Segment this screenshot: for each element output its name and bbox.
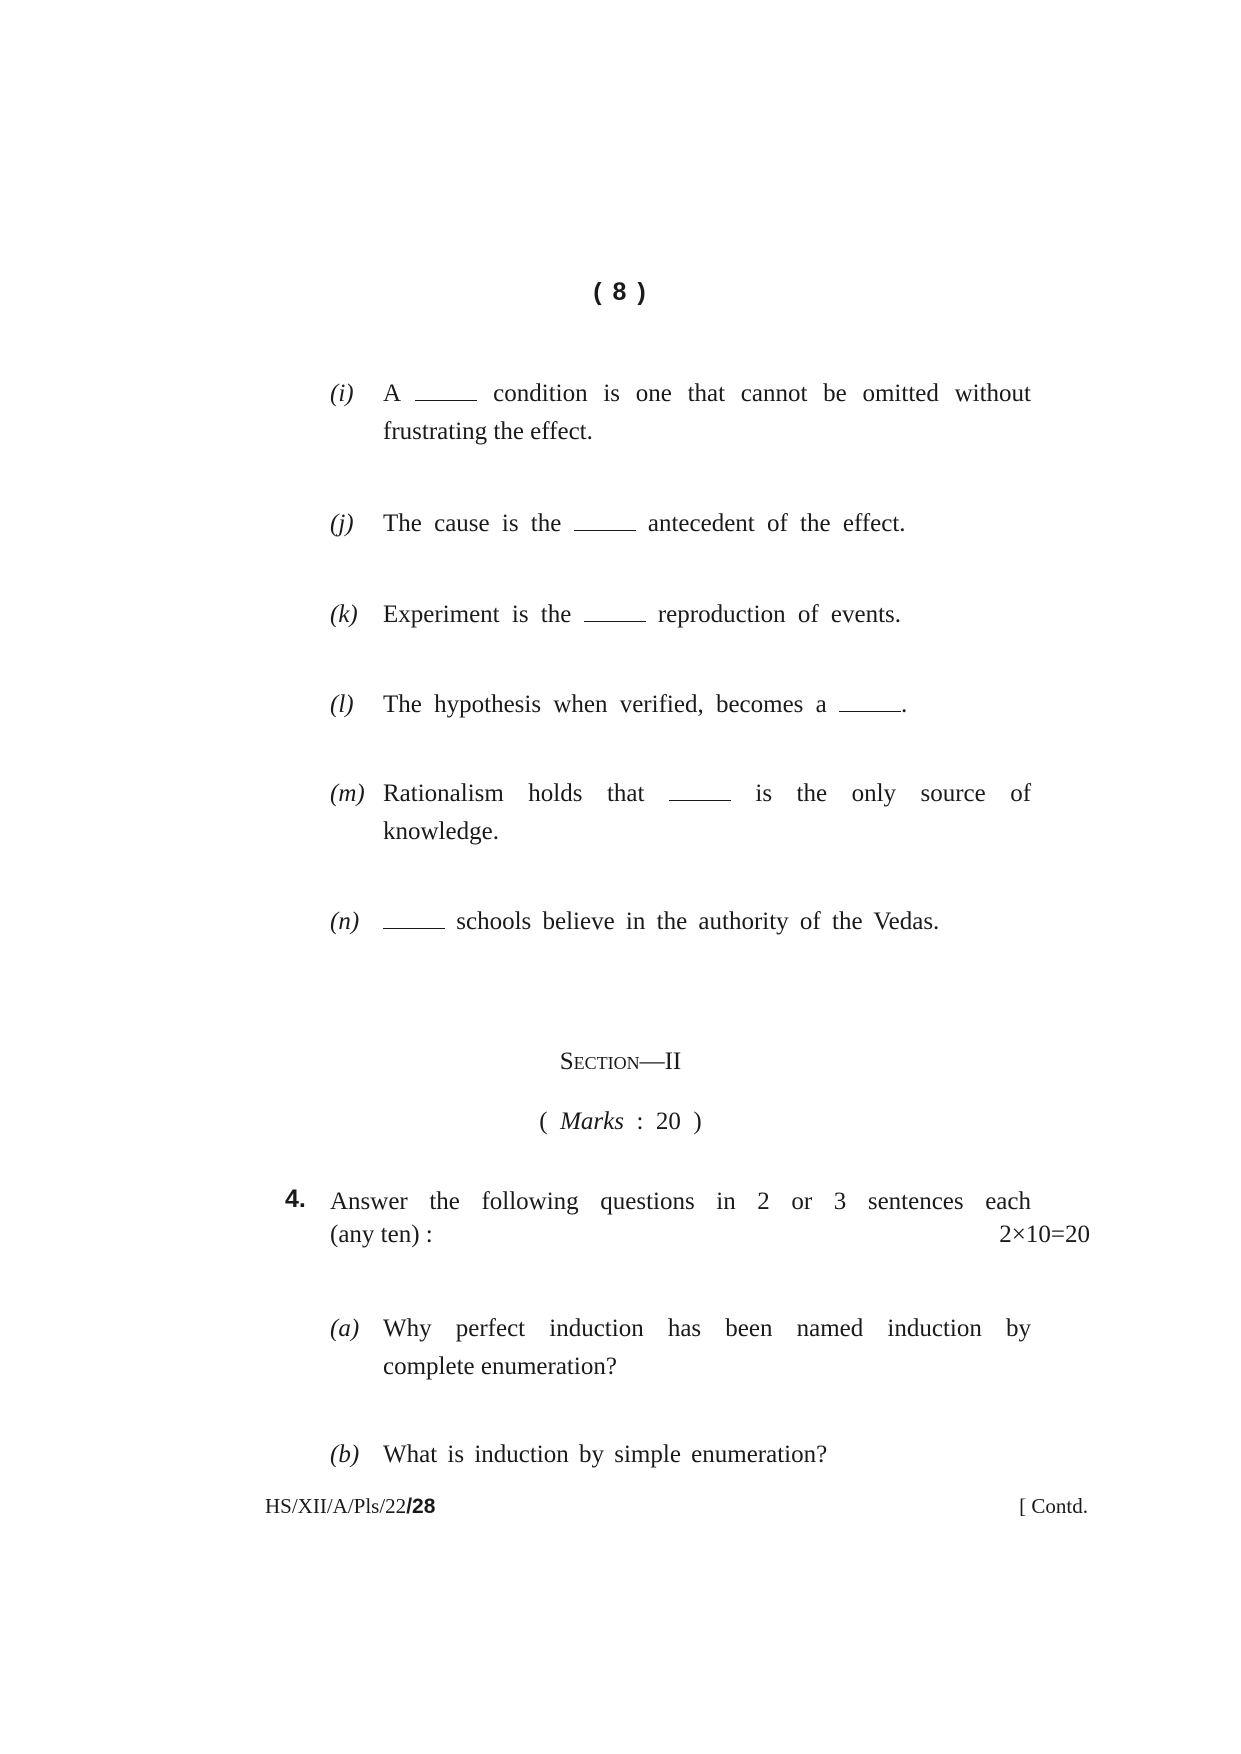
item-text: schools believe in the authority of the Vedas. (383, 903, 1031, 941)
item-label: (m) (330, 780, 365, 807)
question-4-text: Answer the following questions in 2 or 3 sentences each (330, 1188, 1031, 1215)
footer-contd: [ Contd. (1019, 1494, 1088, 1518)
item-text: Rationalism holds that is the only source of (383, 780, 1032, 807)
section-marks: ( Marks : 20 ) (539, 1108, 702, 1135)
section-heading: Section—II (559, 1048, 682, 1075)
question-number: 4. (285, 1185, 306, 1213)
footer-code: HS/XII/A/Pls/22/28 (265, 1494, 436, 1518)
item-label: (l) (330, 691, 354, 718)
item-text-line2: complete enumeration? (383, 1353, 617, 1380)
item-label: (n) (330, 908, 360, 935)
item-text-line2: knowledge. (383, 818, 499, 845)
item-text: What is induction by simple enumeration? (383, 1441, 828, 1468)
item-text: The hypothesis when verified, becomes a . (383, 691, 908, 718)
blank-line (839, 693, 901, 712)
item-text: Why perfect induction has been named induction by (383, 1315, 1031, 1342)
blank-line (574, 512, 636, 531)
question-4-marks: 2×10=20 (999, 1221, 1090, 1248)
item-text: The cause is the antecedent of the effect. (383, 510, 906, 537)
item-label: (i) (330, 380, 354, 407)
item-label: (b) (330, 1441, 360, 1468)
blank-line (383, 910, 445, 929)
item-text: A condition is one that cannot be omitted without (383, 380, 1031, 407)
question-4-text-line2: (any ten) : 2×10=20 (330, 1221, 1090, 1248)
item-text-line2: frustrating the effect. (383, 418, 593, 445)
page-number: ( 8 ) (593, 278, 648, 306)
item-text: Experiment is the reproduction of events. (383, 601, 902, 628)
blank-line (584, 603, 646, 622)
item-label: (k) (330, 601, 358, 628)
item-label: (a) (330, 1315, 360, 1342)
item-label: (j) (330, 510, 354, 537)
blank-line (669, 782, 731, 801)
blank-line (415, 382, 477, 401)
